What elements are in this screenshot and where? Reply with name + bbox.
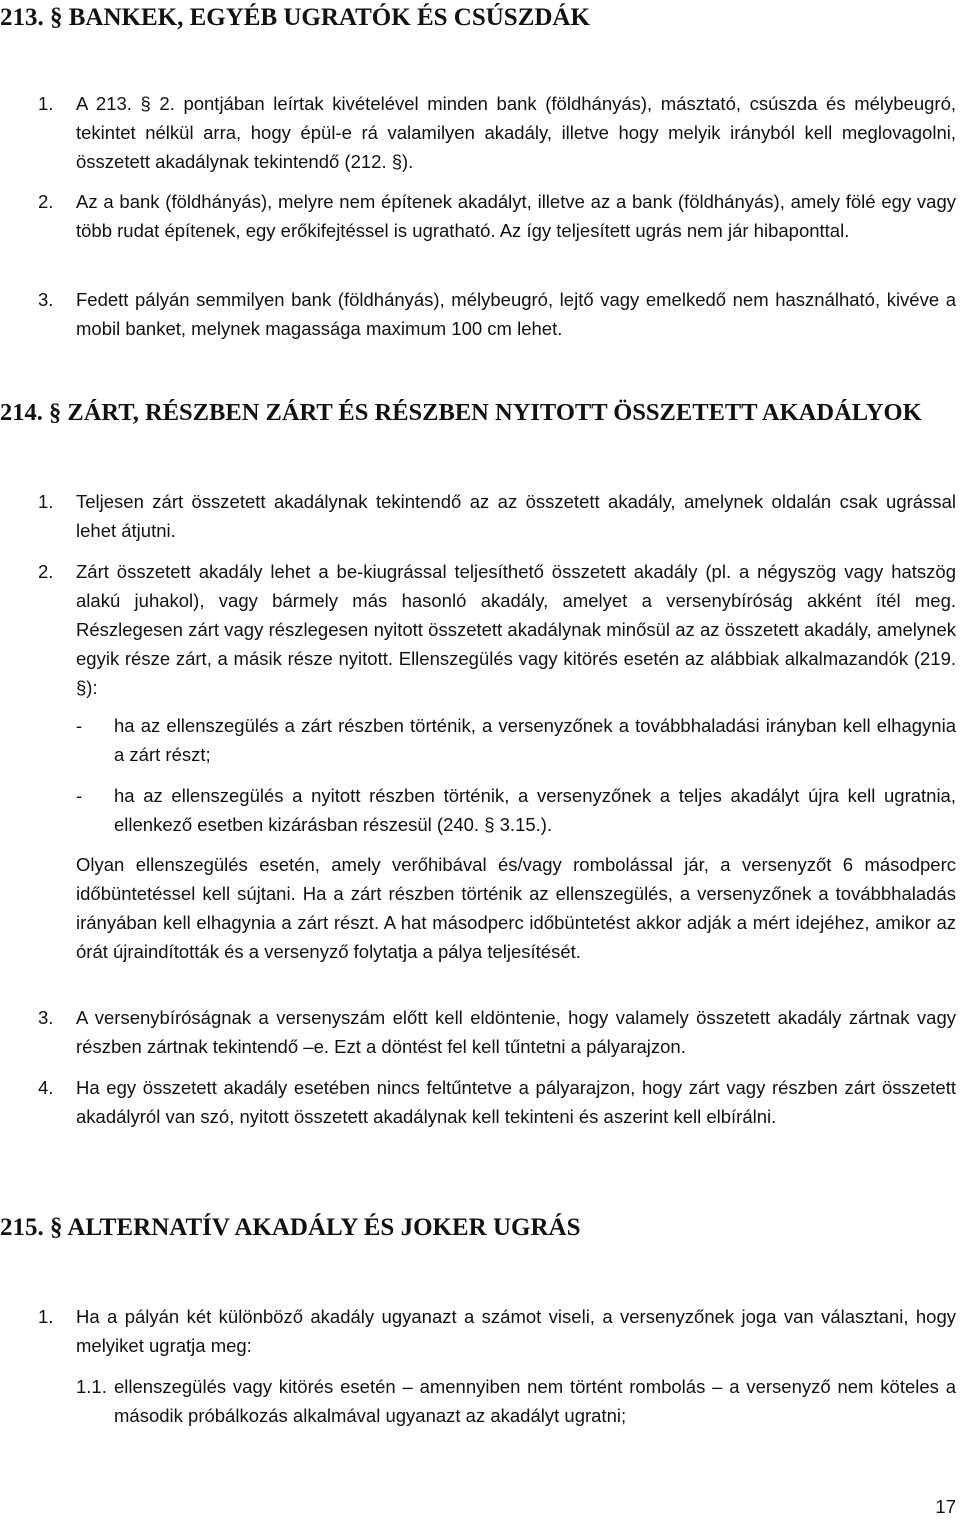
item-number: 2. (38, 561, 54, 582)
item-number: 3. (38, 1007, 54, 1028)
dash-marker: - (76, 715, 83, 736)
item-number: 1. (38, 93, 54, 114)
item-text: Ha egy összetett akadály esetében nincs feltűntetve a pályarajzon, hogy zárt vagy részben zárt összetett akadályról van szó, nyitott összetett akadálynak kell tekinteni és aszerint kell elbírálni. (76, 1077, 956, 1127)
item-text: A 213. § 2. pontjában leírtak kivételével minden bank (földhányás), másztató, csúszda és mélybeugró, tekintet nélkül arra, hogy épül-e rá valamilyen akadály, illetve hogy melyik irányból kell meglovagolni, összetett akadálynak tekintendő (212. §). (76, 93, 956, 172)
section-213-heading: 213. § BANKEK, EGYÉB UGRATÓK ÉS CSÚSZDÁK (0, 4, 590, 31)
dash-text: ha az ellenszegülés a nyitott részben történik, a versenyzőnek a teljes akadályt újra kell ugratnia, ellenkező esetben kizárásban részesül (240. § 3.15.). (114, 785, 956, 835)
item-number: 1. (38, 491, 54, 512)
item-number: 3. (38, 289, 54, 310)
dash-text: ha az ellenszegülés a zárt részben történik, a versenyzőnek a továbbhaladási irányban kell elhagynia a zárt részt; (114, 715, 956, 765)
dash-marker: - (76, 785, 83, 806)
item-text: A versenybíróságnak a versenyszám előtt kell eldöntenie, hogy valamely összetett akadály zártnak vagy részben zártnak tekintendő –e. Ezt a döntést fel kell tűntetni a pályarajzon. (76, 1007, 956, 1057)
subitem-number: 1.1. (76, 1376, 107, 1397)
item-number: 2. (38, 191, 54, 212)
page-number: 17 (935, 1496, 956, 1517)
subitem-text: ellenszegülés vagy kitörés esetén – amennyiben nem történt rombolás – a versenyző nem köteles a második próbálkozás alkalmával ugyanazt az akadályt ugratni; (114, 1376, 956, 1426)
item-number: 1. (38, 1306, 54, 1327)
s214-paragraph: Olyan ellenszegülés esetén, amely verőhibával és/vagy rombolással jár, a versenyzőt 6 másodperc időbüntetéssel kell sújtani. Ha a zárt részben történik az ellenszegülés, a versenyzőnek a továbbhaladás irányában kell elhagynia a zárt részt. A hat másodperc időbüntetést akkor adják a mért idejéhez, amikor az órát újraindították és a versenyző folytatja a pálya teljesítését. (76, 854, 956, 962)
section-215-heading: 215. § ALTERNATÍV AKADÁLY ÉS JOKER UGRÁS (0, 1214, 581, 1241)
item-text: Az a bank (földhányás), melyre nem építenek akadályt, illetve az a bank (földhányás), amely fölé egy vagy több rudat építenek, egy erőkifejtéssel is ugratható. Az így teljesített ugrás nem jár hibaponttal. (76, 191, 956, 241)
item-text: Fedett pályán semmilyen bank (földhányás), mélybeugró, lejtő vagy emelkedő nem használható, kivéve a mobil banket, melynek magassága maximum 100 cm lehet. (76, 289, 956, 339)
item-text: Teljesen zárt összetett akadálynak tekintendő az az összetett akadály, amelynek oldalán csak ugrással lehet átjutni. (76, 491, 956, 541)
item-number: 4. (38, 1077, 54, 1098)
item-text: Zárt összetett akadály lehet a be-kiugrással teljesíthető összetett akadály (pl. a négyszög vagy hatszög alakú juhakol), vagy bármely más hasonló akadály, amelyet a versenybíróság akként ítél meg. Részlegesen zárt vagy részlegesen nyitott összetett akadálynak minősül az az összetett akadály, amelynek egyik része zárt, a másik része nyitott. Ellenszegülés vagy kitörés esetén az alábbiak alkalmazandók (219. §): (76, 561, 956, 698)
section-214-heading: 214. § ZÁRT, RÉSZBEN ZÁRT ÉS RÉSZBEN NYITOTT ÖSSZETETT AKADÁLYOK (0, 399, 922, 426)
item-text: Ha a pályán két különböző akadály ugyanazt a számot viseli, a versenyzőnek joga van választani, hogy melyiket ugratja meg: (76, 1306, 956, 1356)
